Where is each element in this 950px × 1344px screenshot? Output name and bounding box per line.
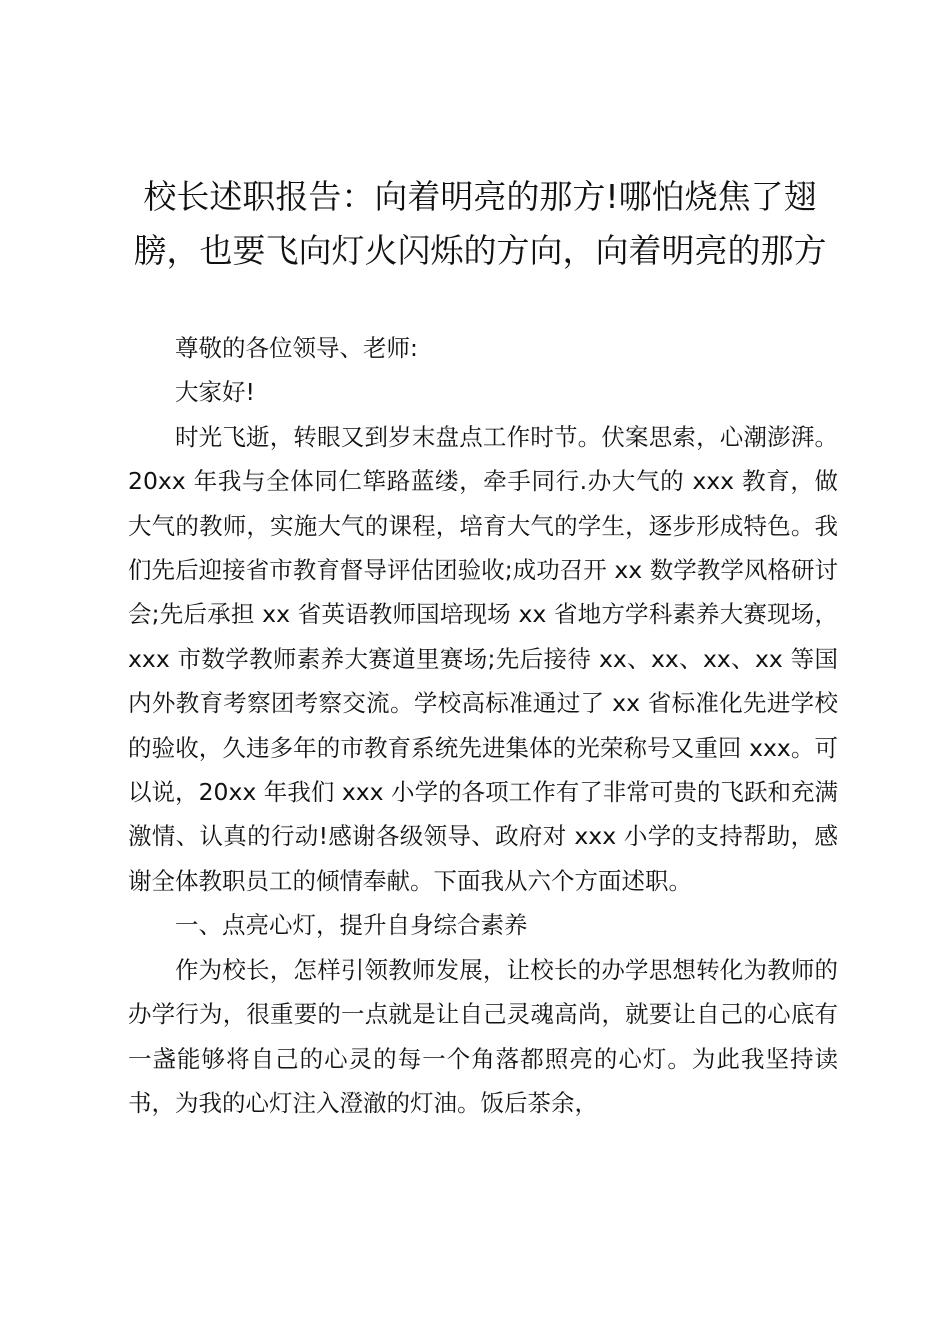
section-1-paragraph: 作为校长，怎样引领教师发展，让校长的办学思想转化为教师的办学行为，很重要的一点就是让自己灵魂高尚，就要让自己的心底有一盏能够将自己的心灵的每一个角落都照亮的心灯。为此我坚持读书，为我的心灯注入澄澈的灯油。饭后茶余， [128, 955, 838, 1117]
salutation: 尊敬的各位领导、老师: [175, 334, 418, 362]
greeting: 大家好! [175, 378, 255, 407]
document-title: 校长述职报告：向着明亮的那方!哪怕烧焦了翅膀，也要飞向灯火闪烁的方向，向着明亮的那方 [133, 177, 827, 270]
document-body [128, 326, 838, 1125]
intro-paragraph: 时光飞逝，转眼又到岁末盘点工作时节。伏案思索，心潮澎湃。20xx 年我与全体同仁筚路蓝缕，牵手同行.办大气的 xxx 教育，做大气的教师，实施大气的课程，培育大气的学生，逐步形成特色。我们先后迎接省市教育督导评估团验收;成功召开 xx 数学教学风格研讨会;先后承担 xx 省英语教师国培现场 xx 省地方学科素养大赛现场，xxx 市数学教师素养大赛道里赛场;先后接待 xx、xx、xx、xx 等国内外教育考察团考察交流。学校高标准通过了 xx 省标准化先进学校的验收，久违多年的市教育系统先进集体的光荣称号又重回 xxx。可以说，20xx 年我们 xxx 小学的各项工作有了非常可贵的飞跃和充满激情、认真的行动!感谢各级领导、政府对 xxx 小学的支持帮助，感谢全体教职员工的倾情奉献。下面我从六个方面述职。 [128, 422, 838, 895]
section-heading-1: 一、点亮心灯，提升自身综合素养 [175, 911, 528, 940]
